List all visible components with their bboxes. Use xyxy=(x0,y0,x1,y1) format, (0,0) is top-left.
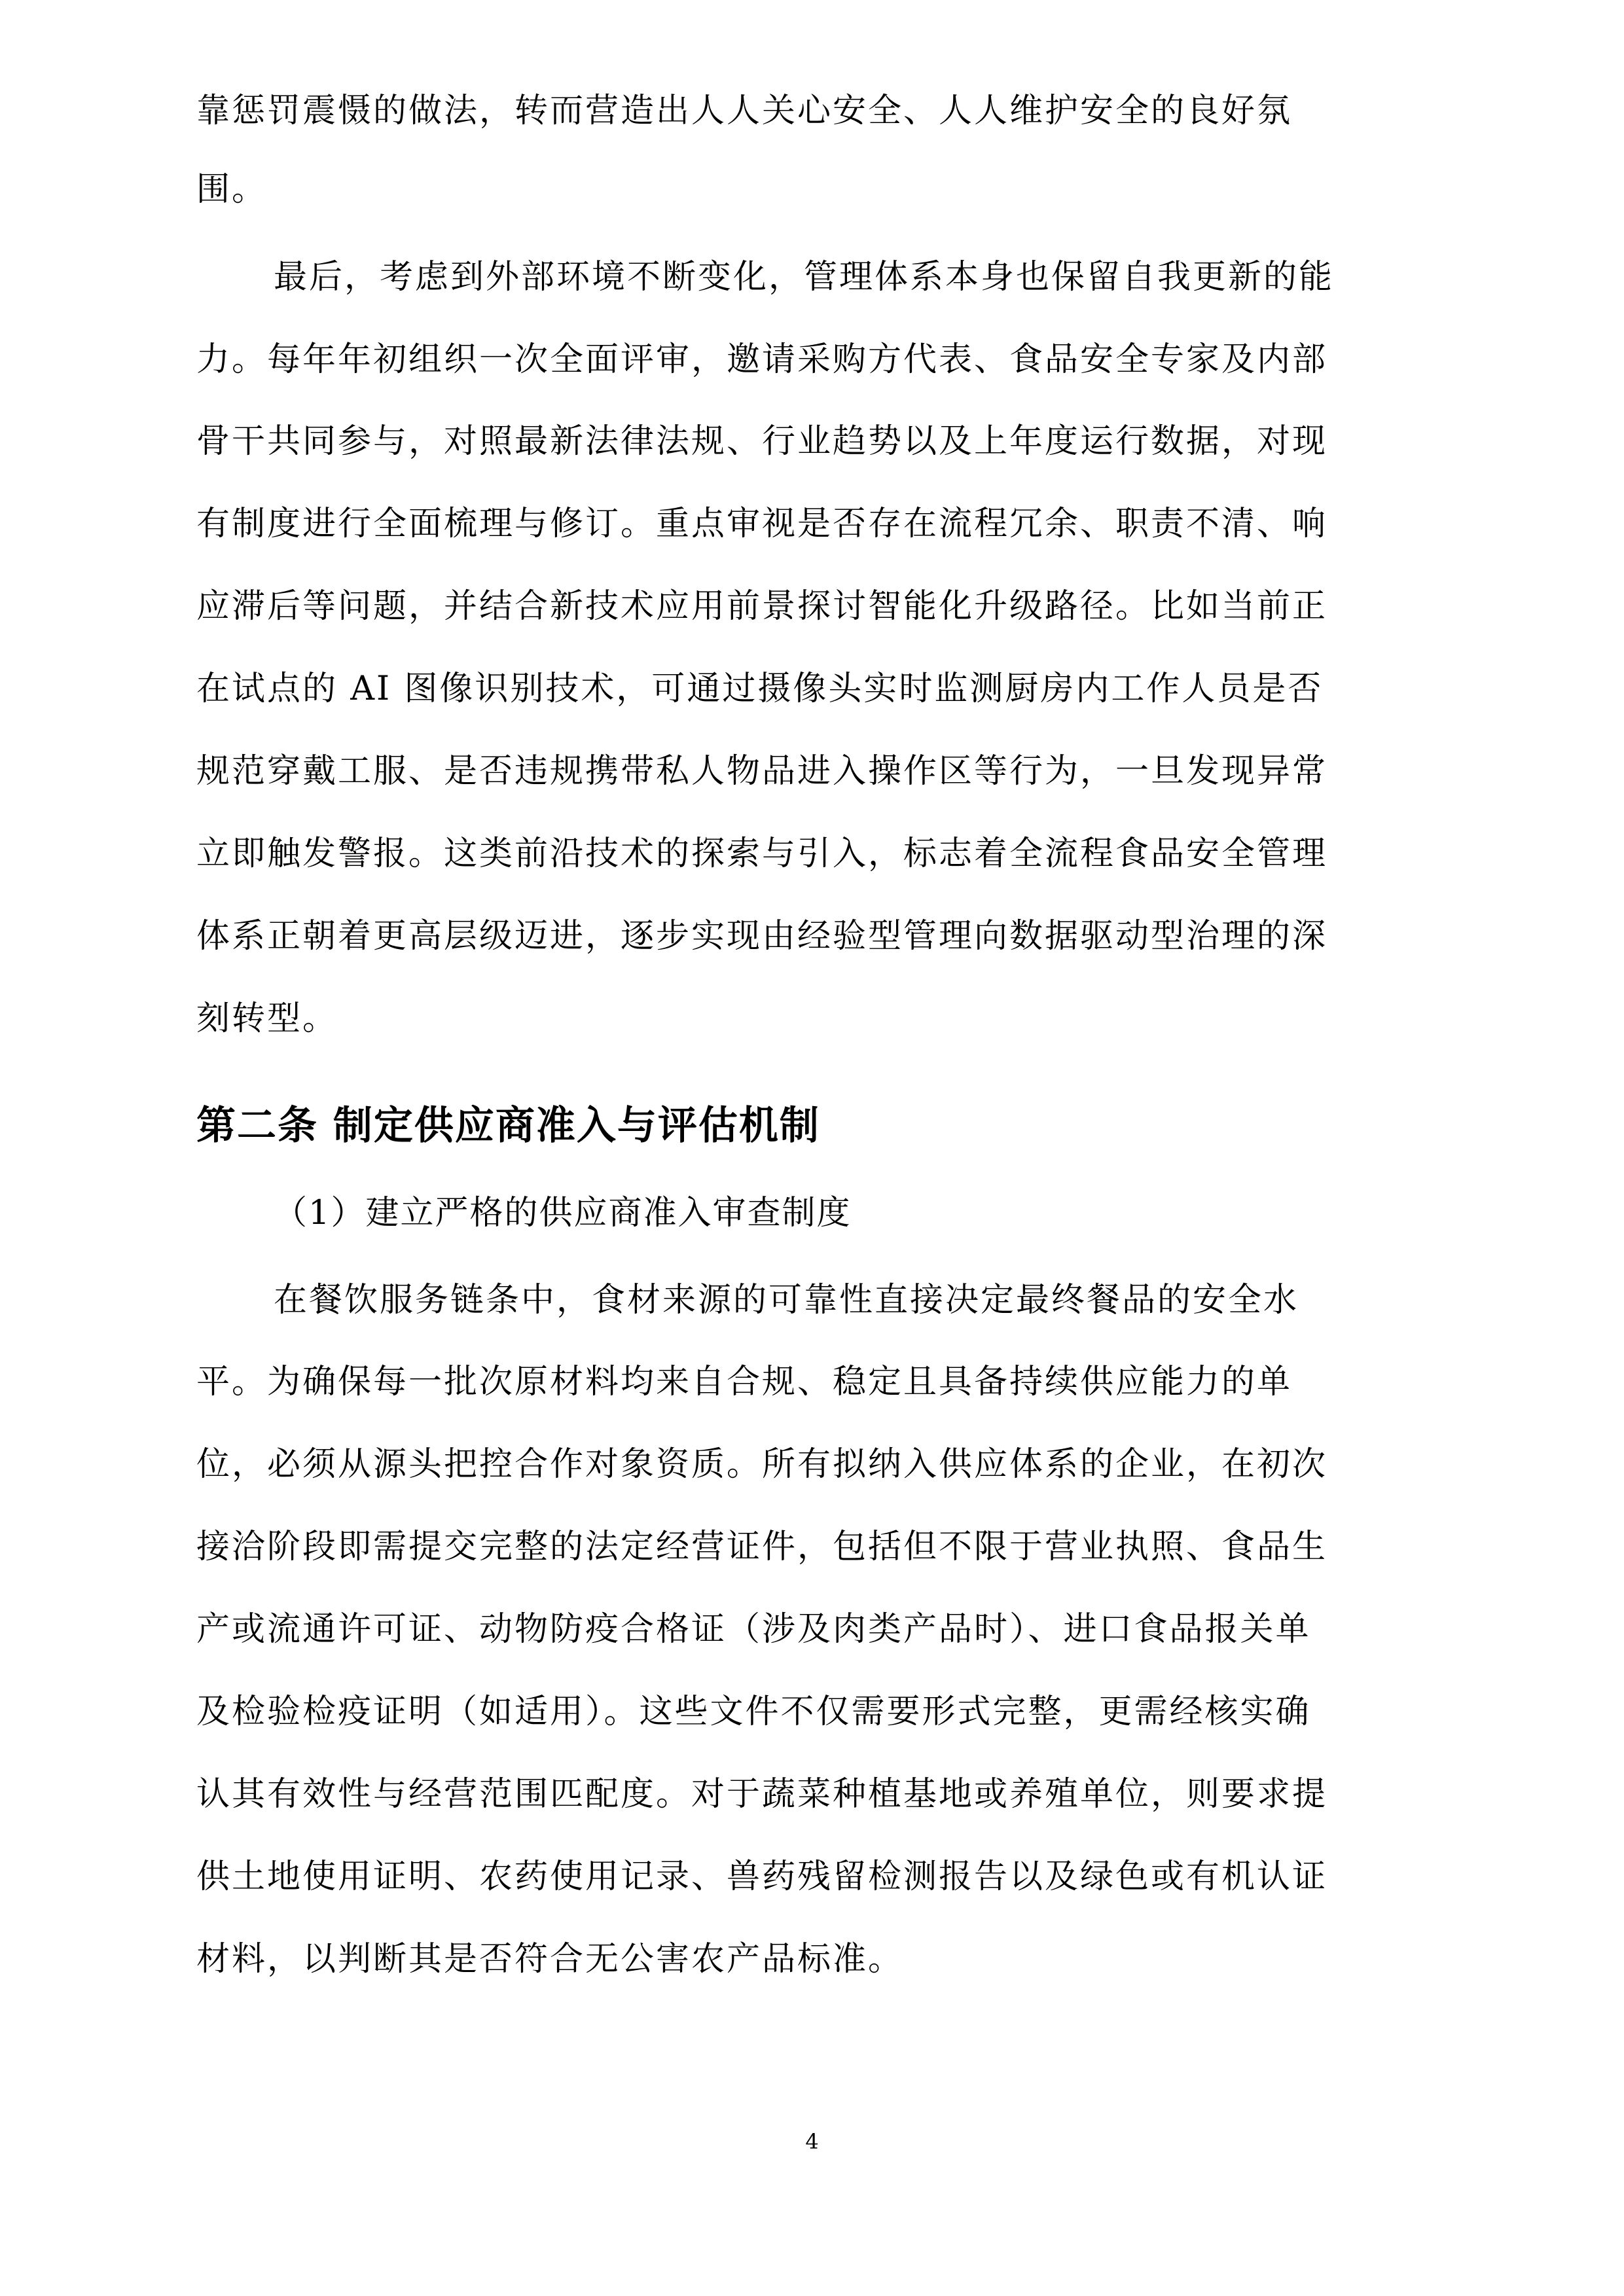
paragraph-line: 接洽阶段即需提交完整的法定经营证件，包括但不限于营业执照、食品生 xyxy=(196,1528,1328,1566)
paragraph-line: 认其有效性与经营范围匹配度。对于蔬菜种植基地或养殖单位，则要求提 xyxy=(196,1775,1328,1814)
paragraph-line: 应滞后等问题，并结合新技术应用前景探讨智能化升级路径。比如当前正 xyxy=(196,587,1328,626)
paragraph-line: 及检验检疫证明（如适用）。这些文件不仅需要形式完整，更需经核实确 xyxy=(196,1693,1311,1731)
page-number: 4 xyxy=(805,2129,819,2154)
subsection-heading: （1）建立严格的供应商准入审查制度 xyxy=(274,1194,852,1232)
paragraph-line: 骨干共同参与，对照最新法律法规、行业趋势以及上年度运行数据，对现 xyxy=(196,422,1328,461)
paragraph-line: 供土地使用证明、农药使用记录、兽药残留检测报告以及绿色或有机认证 xyxy=(196,1857,1328,1896)
paragraph-line: 位，必须从源头把控合作对象资质。所有拟纳入供应体系的企业，在初次 xyxy=(196,1445,1328,1484)
paragraph-line: 规范穿戴工服、是否违规携带私人物品进入操作区等行为，一旦发现异常 xyxy=(196,752,1328,791)
paragraph-line: 平。为确保每一批次原材料均来自合规、稳定且具备持续供应能力的单 xyxy=(196,1363,1293,1401)
paragraph-line: 体系正朝着更高层级迈进，逐步实现由经验型管理向数据驱动型治理的深 xyxy=(196,917,1328,956)
paragraph-line: 力。每年年初组织一次全面评审，邀请采购方代表、食品安全专家及内部 xyxy=(196,340,1328,379)
paragraph-line: 在试点的 AI 图像识别技术，可通过摄像头实时监测厨房内工作人员是否 xyxy=(196,670,1324,708)
paragraph-line: 产或流通许可证、动物防疫合格证（涉及肉类产品时）、进口食品报关单 xyxy=(196,1610,1311,1649)
paragraph-line: 材料，以判断其是否符合无公害农产品标准。 xyxy=(196,1940,904,1979)
paragraph-line: 靠惩罚震慑的做法，转而营造出人人关心安全、人人维护安全的良好氛 xyxy=(196,92,1293,130)
section-heading: 第二条 制定供应商准入与评估机制 xyxy=(196,1103,820,1149)
paragraph-line: 立即触发警报。这类前沿技术的探索与引入，标志着全流程食品安全管理 xyxy=(196,834,1328,873)
paragraph-line: 最后，考虑到外部环境不断变化，管理体系本身也保留自我更新的能 xyxy=(274,258,1335,296)
paragraph-line: 围。 xyxy=(196,170,268,209)
paragraph-line: 刻转型。 xyxy=(196,999,338,1038)
paragraph-line: 有制度进行全面梳理与修订。重点审视是否存在流程冗余、职责不清、响 xyxy=(196,505,1328,543)
paragraph-line: 在餐饮服务链条中，食材来源的可靠性直接决定最终餐品的安全水 xyxy=(274,1281,1299,1319)
